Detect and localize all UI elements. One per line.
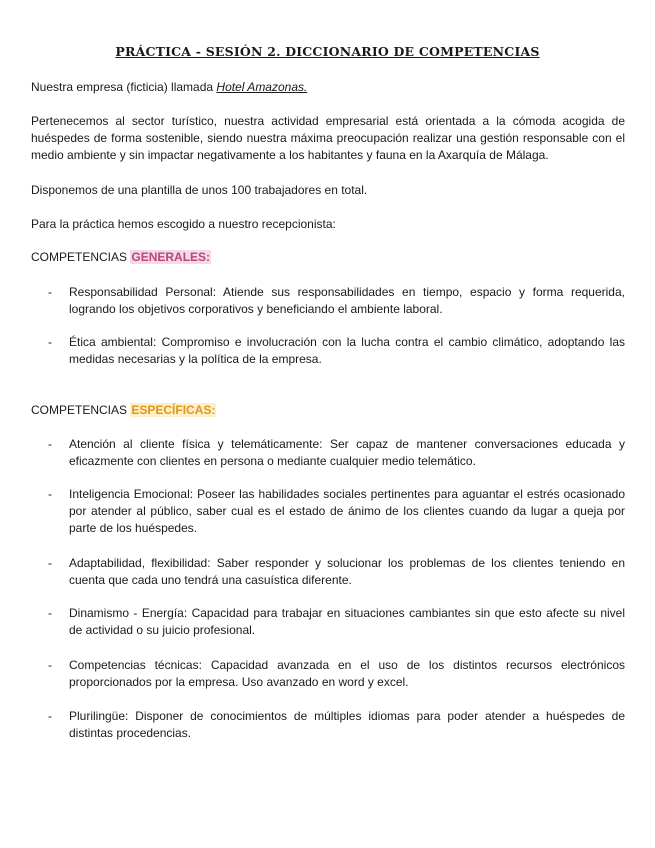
general-item-text: Responsabilidad Personal: Atiende sus responsabilidades en tiempo, espacio y forma requerida, logrando los objetivos corporativos y beneficiando el ambiente laboral. — [69, 285, 625, 316]
specific-item-text: Inteligencia Emocional: Poseer las habilidades sociales pertinentes para aguantar el estrés ocasionado por atender al público, saber cual es el estado de ánimo de los clientes cuando da lugar a queja por parte de los huéspedes. — [69, 487, 625, 535]
general-item — [48, 284, 625, 318]
specific-item-text: Adaptabilidad, flexibilidad: Saber responder y solucionar los problemas de los clientes teniendo en cuenta que cada uno tendrá una casuística diferente. — [69, 556, 625, 587]
general-heading-prefix: COMPETENCIAS — [31, 250, 131, 264]
bullet-dash: - — [48, 335, 52, 349]
bullet-dash: - — [48, 487, 52, 501]
specific-competencies-heading — [31, 402, 216, 419]
paragraph-sector: Pertenecemos al sector turístico, nuestra actividad empresarial está orientada a la cómoda acogida de huéspedes de forma sostenible, siendo nuestra máxima preocupación realizar una gestión responsable con el medio ambiente y sin impactar negativamente a los habitantes y fauna en la Axarquía de Málaga. — [31, 114, 625, 162]
specific-item-text: Competencias técnicas: Capacidad avanzada en el uso de los distintos recursos electrónicos proporcionados por la empresa. Uso avanzado en word y excel. — [69, 658, 625, 689]
specific-item — [48, 555, 625, 589]
general-heading-highlight: GENERALES: — [131, 250, 211, 264]
specific-heading-highlight: ESPECÍFICAS: — [131, 403, 216, 417]
bullet-dash: - — [48, 437, 52, 451]
intro-prefix: Nuestra empresa (ficticia) llamada — [31, 80, 217, 94]
company-name: Hotel Amazonas. — [216, 80, 308, 94]
general-item — [48, 334, 625, 368]
bullet-dash: - — [48, 658, 52, 672]
specific-item — [48, 486, 625, 537]
paragraph-staff: Disponemos de una plantilla de unos 100 trabajadores en total. — [31, 183, 368, 197]
intro-line — [31, 79, 625, 96]
paragraph-practice: Para la práctica hemos escogido a nuestro recepcionista: — [31, 217, 336, 231]
specific-item-text: Dinamismo - Energía: Capacidad para trabajar en situaciones cambiantes sin que esto afecte su nivel de actividad o su juicio profesional. — [69, 606, 625, 637]
bullet-dash: - — [48, 709, 52, 723]
specific-item — [48, 436, 625, 470]
bullet-dash: - — [48, 556, 52, 570]
bullet-dash: - — [48, 606, 52, 620]
general-item-text: Ética ambiental: Compromiso e involucración con la lucha contra el cambio climático, adoptando las medidas necesarias y la política de la empresa. — [69, 335, 625, 366]
specific-item — [48, 605, 625, 639]
page-title: PRÁCTICA - SESIÓN 2. DICCIONARIO DE COMPETENCIAS — [115, 44, 540, 59]
specific-item — [48, 708, 625, 742]
general-competencies-heading — [31, 249, 211, 266]
specific-item-text: Atención al cliente física y telemáticamente: Ser capaz de mantener conversaciones educada y eficazmente con clientes en persona o mediante cualquier medio telemático. — [69, 437, 625, 468]
specific-heading-prefix: COMPETENCIAS — [31, 403, 131, 417]
specific-item-text: Plurilingüe: Disponer de conocimientos de múltiples idiomas para poder atender a huéspedes de distintas procedencias. — [69, 709, 625, 740]
specific-item — [48, 657, 625, 691]
bullet-dash: - — [48, 285, 52, 299]
